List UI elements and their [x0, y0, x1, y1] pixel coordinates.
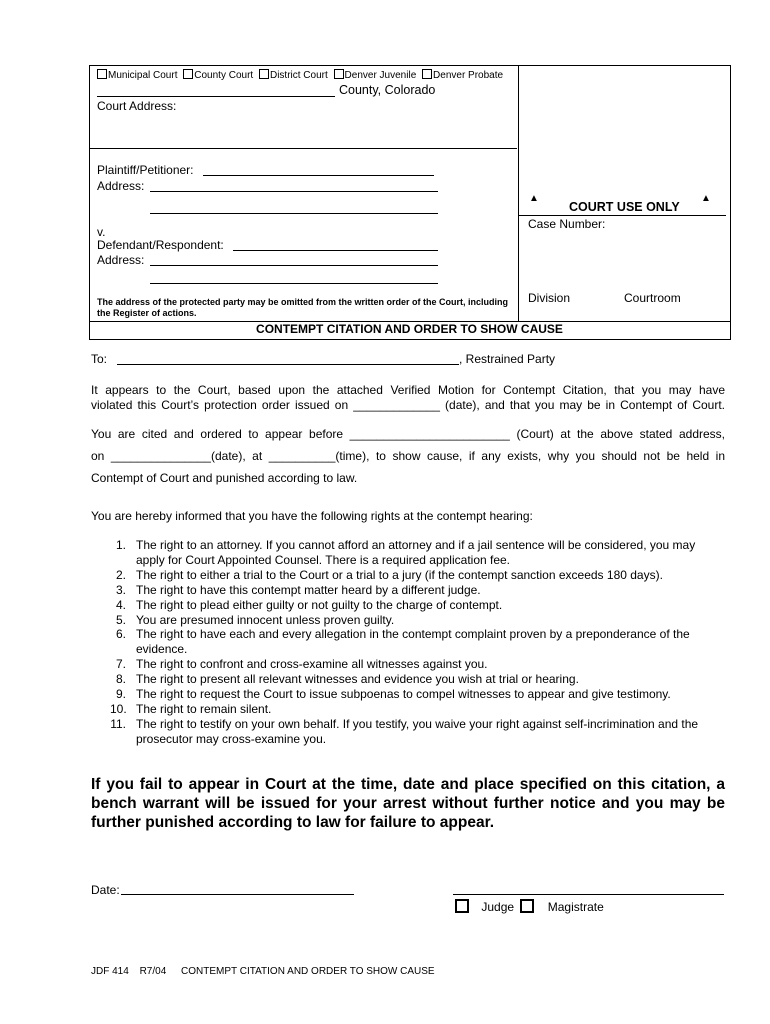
judge-label: Judge [481, 900, 515, 914]
courtroom-label: Courtroom [624, 291, 681, 305]
plaintiff-address-field-2[interactable] [150, 213, 438, 214]
plaintiff-address-field-1[interactable] [150, 191, 438, 192]
district-court-checkbox[interactable] [259, 69, 269, 79]
versus-label: v. [97, 225, 106, 239]
list-item: 10. The right to remain silent. [110, 701, 272, 716]
paragraph-1-line-1: It appears to the Court, based upon the attached Verified Motion for Contempt Citation, that you may have [91, 383, 725, 397]
defendant-address-label: Address: [97, 253, 145, 267]
court-type-row [94, 69, 503, 81]
rights-intro: You are hereby informed that you have the following rights at the contempt hearing: [91, 509, 533, 523]
district-court-label: District Court [269, 70, 328, 81]
court-address-line [89, 148, 517, 149]
date-field[interactable] [121, 894, 354, 895]
magistrate-checkbox[interactable] [520, 899, 534, 913]
judge-checkbox[interactable] [455, 899, 469, 913]
magistrate-label: Magistrate [547, 900, 604, 914]
list-item: 7. The right to confront and cross-examine all witnesses against you. [115, 657, 488, 672]
list-item: 5. You are presumed innocent unless proven guilty. [115, 612, 395, 627]
court-use-divider [519, 215, 726, 216]
arrow-up-icon-left: ▲ [529, 193, 539, 204]
failure-to-appear-warning: If you fail to appear in Court at the time, date and place specified on this citation, a bench warrant will be issued for your arrest without further notice and you may be further punished according to law for failure to appear. [91, 776, 725, 831]
paragraph-2-line-1: You are cited and ordered to appear before ________________________ (Court) at the above stated address, [91, 427, 725, 441]
plaintiff-field[interactable] [203, 175, 434, 176]
restrained-party-field[interactable] [117, 364, 459, 365]
division-label: Division [528, 291, 571, 305]
county-court-label: County Court [194, 70, 254, 81]
list-item: 6. The right to have each and every allegation in the contempt complaint proven by a preponderance of the evidence. [115, 627, 690, 657]
paragraph-2-line-3: Contempt of Court and punished according to law. [91, 471, 358, 485]
paragraph-1-line-2: violated this Court’s protection order issued on _____________ (date), and that you may be in Contempt of Court. [91, 398, 725, 412]
court-use-only-label: COURT USE ONLY [569, 200, 680, 214]
form-title: CONTEMPT CITATION AND ORDER TO SHOW CAUSE [256, 322, 563, 336]
form-revision: R7/04 [139, 966, 167, 977]
list-item: 2. The right to either a trial to the Court or a trial to a jury (if the contempt sanction exceeds 180 days). [115, 567, 663, 582]
rights-list [110, 538, 725, 747]
restrained-party-label: , Restrained Party [459, 352, 556, 366]
list-item: 11. The right to testify on your own behalf. If you testify, you waive your right against self-incrimination and the prosecutor may cross-examine you. [110, 716, 699, 746]
plaintiff-label: Plaintiff/Petitioner: [97, 163, 194, 177]
list-item: 8. The right to present all relevant witnesses and evidence you wish at trial or hearing. [115, 672, 579, 687]
defendant-address-field-2[interactable] [150, 283, 438, 284]
county-name-field[interactable] [97, 96, 335, 97]
to-label: To: [91, 352, 108, 366]
paragraph-2-line-2: on _______________(date), at __________(time), to show cause, if any exists, why you should not be held in [91, 449, 725, 463]
municipal-court-label: Municipal Court [108, 70, 178, 81]
defendant-label: Defendant/Respondent: [97, 238, 224, 252]
date-label: Date: [91, 883, 120, 897]
list-item: 1. The right to an attorney. If you cannot afford an attorney and if a jail sentence will be considered, you may apply for Court Appointed Counsel. There is a required application fee. [115, 538, 696, 567]
list-item: 3. The right to have this contempt matter heard by a different judge. [115, 582, 481, 597]
court-address-label: Court Address: [97, 99, 177, 113]
denver-juvenile-checkbox[interactable] [334, 69, 344, 79]
arrow-up-icon-right: ▲ [701, 193, 711, 204]
judge-magistrate-row [455, 899, 604, 914]
list-item: 9. The right to request the Court to issue subpoenas to compel witnesses to appear and give testimony. [115, 687, 671, 702]
county-label: County, Colorado [339, 83, 436, 97]
case-number-label: Case Number: [528, 217, 606, 231]
denver-probate-checkbox[interactable] [422, 69, 432, 79]
protected-party-note: The address of the protected party may be omitted from the written order of the Court, including the Register of actions. [97, 297, 509, 318]
denver-probate-label: Denver Probate [433, 70, 504, 81]
defendant-address-field-1[interactable] [150, 265, 438, 266]
denver-juvenile-label: Denver Juvenile [344, 70, 417, 81]
defendant-field[interactable] [233, 250, 438, 251]
footer-title: CONTEMPT CITATION AND ORDER TO SHOW CAUSE [181, 966, 435, 977]
county-court-checkbox[interactable] [183, 69, 193, 79]
caption-divider [518, 65, 519, 321]
municipal-court-checkbox[interactable] [97, 69, 107, 79]
plaintiff-address-label: Address: [97, 179, 145, 193]
form-number: JDF 414 [91, 966, 129, 977]
signature-line[interactable] [453, 894, 724, 895]
footer [91, 966, 435, 977]
list-item: 4. The right to plead either guilty or not guilty to the charge of contempt. [115, 597, 503, 612]
